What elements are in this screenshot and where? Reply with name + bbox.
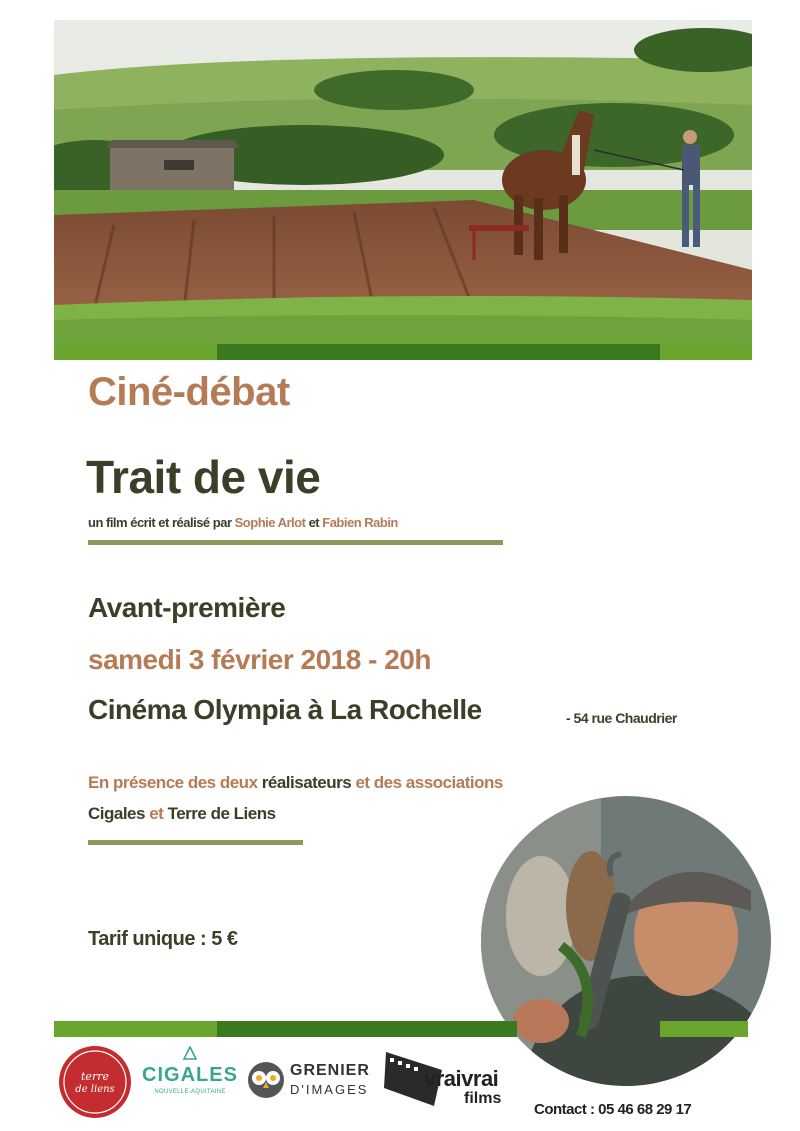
- contact-phone: Contact : 05 46 68 29 17: [534, 1101, 692, 1118]
- divider: [88, 840, 303, 845]
- svg-text:terre: terre: [81, 1070, 109, 1083]
- vraivrai-films-logo: [384, 1048, 514, 1108]
- screening-venue: Cinéma Olympia à La Rochelle: [88, 694, 482, 725]
- vraivrai-films: films: [464, 1090, 502, 1107]
- screening-address: - 54 rue Chaudrier: [566, 710, 677, 726]
- divider: [88, 540, 503, 545]
- footer-bar-left: [54, 1021, 217, 1037]
- assoc-cigales: Cigales: [88, 804, 145, 823]
- cigales-region: NOUVELLE-AQUITAINE: [154, 1089, 226, 1095]
- film-credit: [88, 515, 398, 530]
- grenier-line-1: GRENIER: [290, 1062, 370, 1079]
- footer-bar-right: [660, 1021, 748, 1037]
- terre-de-liens-logo: [58, 1045, 132, 1119]
- film-title: Trait de vie: [86, 451, 321, 503]
- cigales-logo: [142, 1046, 238, 1106]
- event-type-heading: Ciné-débat: [88, 370, 290, 414]
- svg-text:de liens: de liens: [75, 1084, 115, 1095]
- director-1: Sophie Arlot: [234, 515, 306, 530]
- accent-bar-left: [54, 344, 217, 360]
- director-2: Fabien Rabin: [322, 515, 398, 530]
- owl-icon: [246, 1060, 286, 1100]
- credit-and: et: [308, 515, 320, 530]
- hero-photo: [54, 20, 752, 344]
- credit-prefix: un film écrit et réalisé par: [88, 515, 232, 530]
- guests-text-c: et des associations: [355, 773, 503, 792]
- price: Tarif unique : 5 €: [88, 928, 238, 950]
- cigales-name: CIGALES: [142, 1064, 238, 1086]
- guests-text-b: réalisateurs: [261, 773, 352, 792]
- screening-kind: Avant-première: [88, 592, 286, 623]
- portrait-photo: [481, 796, 771, 1086]
- screening-date: samedi 3 février 2018 - 20h: [88, 644, 431, 675]
- grenier-d-images-logo: [246, 1058, 376, 1102]
- assoc-terre-de-liens: Terre de Liens: [167, 804, 276, 823]
- accent-bar-right: [660, 344, 752, 360]
- accent-bar-center: [217, 344, 660, 360]
- cigales-leaf-icon: [182, 1046, 198, 1062]
- associations-line: [88, 804, 276, 824]
- assoc-and: et: [149, 804, 164, 823]
- grenier-line-2: D'IMAGES: [290, 1082, 369, 1097]
- guests-line: [88, 773, 503, 793]
- guests-text-a: En présence des deux: [88, 773, 258, 792]
- vraivrai-name: vraivrai: [424, 1066, 499, 1091]
- footer-bar-center: [217, 1021, 517, 1037]
